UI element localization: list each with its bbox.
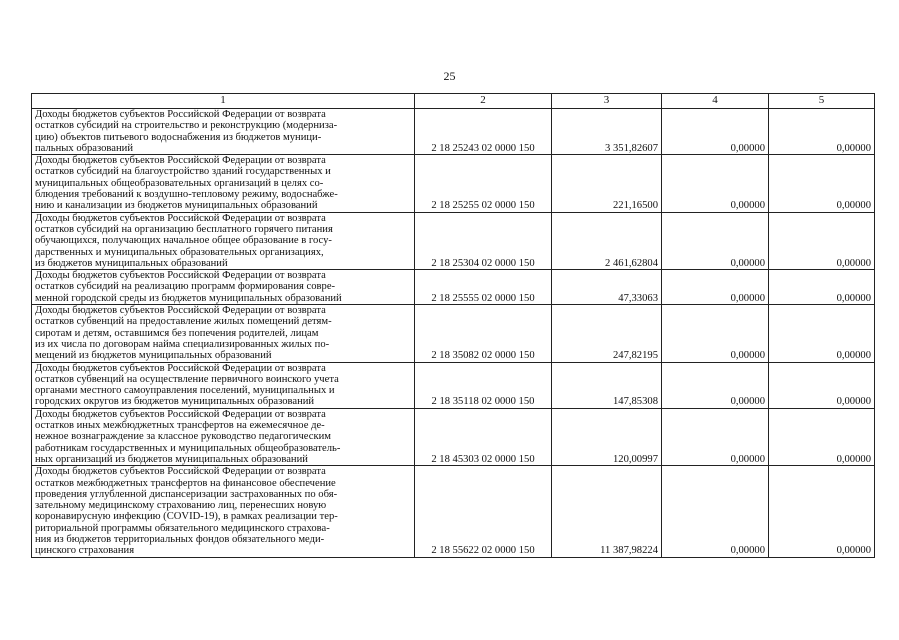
table-row (32, 270, 875, 305)
row-code: 2 18 25304 02 0000 150 (415, 212, 552, 269)
row-value-col4: 0,00000 (662, 466, 769, 557)
row-value-col3: 120,00997 (552, 408, 662, 465)
row-description: Доходы бюджетов субъектов Российской Федерации от возврата остатков субвенций на предоставление жилых помещений детям- сиротам и детям, оставшимся без попечения родителей, лицам из их числа по договорам найма специализированных жилых по- мещений из бюджетов муниципальных образований (32, 305, 415, 362)
row-value-col5: 0,00000 (769, 362, 875, 408)
row-code: 2 18 25555 02 0000 150 (415, 270, 552, 305)
row-code: 2 18 25243 02 0000 150 (415, 109, 552, 155)
row-value-col5: 0,00000 (769, 270, 875, 305)
row-value-col5: 0,00000 (769, 466, 875, 557)
row-value-col4: 0,00000 (662, 408, 769, 465)
header-cell-2: 2 (415, 94, 552, 109)
budget-table (31, 93, 875, 558)
row-value-col4: 0,00000 (662, 212, 769, 269)
row-description: Доходы бюджетов субъектов Российской Федерации от возврата остатков субвенций на осуществление первичного воинского учета органами местного самоуправления поселений, муниципальных и городских округов из бюджетов муниципальных образований (32, 362, 415, 408)
table-row (32, 109, 875, 155)
table-header-row (32, 94, 875, 109)
table-row (32, 155, 875, 212)
table-row (32, 408, 875, 465)
header-cell-3: 3 (552, 94, 662, 109)
table-row (32, 362, 875, 408)
row-code: 2 18 35118 02 0000 150 (415, 362, 552, 408)
header-cell-4: 4 (662, 94, 769, 109)
row-code: 2 18 25255 02 0000 150 (415, 155, 552, 212)
header-cell-5: 5 (769, 94, 875, 109)
row-code: 2 18 35082 02 0000 150 (415, 305, 552, 362)
row-value-col4: 0,00000 (662, 270, 769, 305)
page-number: 25 (443, 69, 456, 83)
row-description: Доходы бюджетов субъектов Российской Федерации от возврата остатков иных межбюджетных трансфертов на ежемесячное де- нежное вознаграждение за классное руководство педагогическим работникам государственных и муниципальных общеобразователь- ных организаций из бюджетов муниципальных образований (32, 408, 415, 465)
row-code: 2 18 45303 02 0000 150 (415, 408, 552, 465)
row-value-col4: 0,00000 (662, 155, 769, 212)
row-description: Доходы бюджетов субъектов Российской Федерации от возврата остатков субсидий на организацию бесплатного горячего питания обучающихся, получающих начальное общее образование в госу- дарственных и муниципальных образовательных организациях, из бюджетов муниципальных образований (32, 212, 415, 269)
row-value-col5: 0,00000 (769, 155, 875, 212)
row-value-col5: 0,00000 (769, 109, 875, 155)
row-description: Доходы бюджетов субъектов Российской Федерации от возврата остатков субсидий на строительство и реконструкцию (модерниза- цию) объектов питьевого водоснабжения из бюджетов муници- пальных образований (32, 109, 415, 155)
row-value-col4: 0,00000 (662, 109, 769, 155)
row-value-col3: 147,85308 (552, 362, 662, 408)
row-description: Доходы бюджетов субъектов Российской Федерации от возврата остатков субсидий на благоустройство зданий государственных и муниципальных общеобразовательных организаций в целях со- блюдения требований к воздушно-тепловому режиму, водоснабже- нию и канализации из бюджетов муниципальных образований (32, 155, 415, 212)
row-value-col3: 47,33063 (552, 270, 662, 305)
row-value-col3: 247,82195 (552, 305, 662, 362)
row-value-col5: 0,00000 (769, 305, 875, 362)
row-value-col4: 0,00000 (662, 305, 769, 362)
row-value-col3: 221,16500 (552, 155, 662, 212)
table-row (32, 305, 875, 362)
row-code: 2 18 55622 02 0000 150 (415, 466, 552, 557)
row-value-col4: 0,00000 (662, 362, 769, 408)
table-row (32, 212, 875, 269)
row-value-col3: 11 387,98224 (552, 466, 662, 557)
row-description: Доходы бюджетов субъектов Российской Федерации от возврата остатков межбюджетных трансфертов на финансовое обеспечение проведения углубленной диспансеризации застрахованных по обя- зательному медицинскому страхованию лиц, перенесших новую коронавирусную инфекцию (COVID-19), в рамках реализации тер- риториальной программы обязательного медицинского страхова- ния из бюджетов территориальных фондов обязательного меди- цинского страхования (32, 466, 415, 557)
row-description: Доходы бюджетов субъектов Российской Федерации от возврата остатков субсидий на реализацию программ формирования совре- менной городской среды из бюджетов муниципальных образований (32, 270, 415, 305)
table-row (32, 466, 875, 557)
row-value-col5: 0,00000 (769, 408, 875, 465)
header-cell-1: 1 (32, 94, 415, 109)
row-value-col5: 0,00000 (769, 212, 875, 269)
row-value-col3: 2 461,62804 (552, 212, 662, 269)
row-value-col3: 3 351,82607 (552, 109, 662, 155)
